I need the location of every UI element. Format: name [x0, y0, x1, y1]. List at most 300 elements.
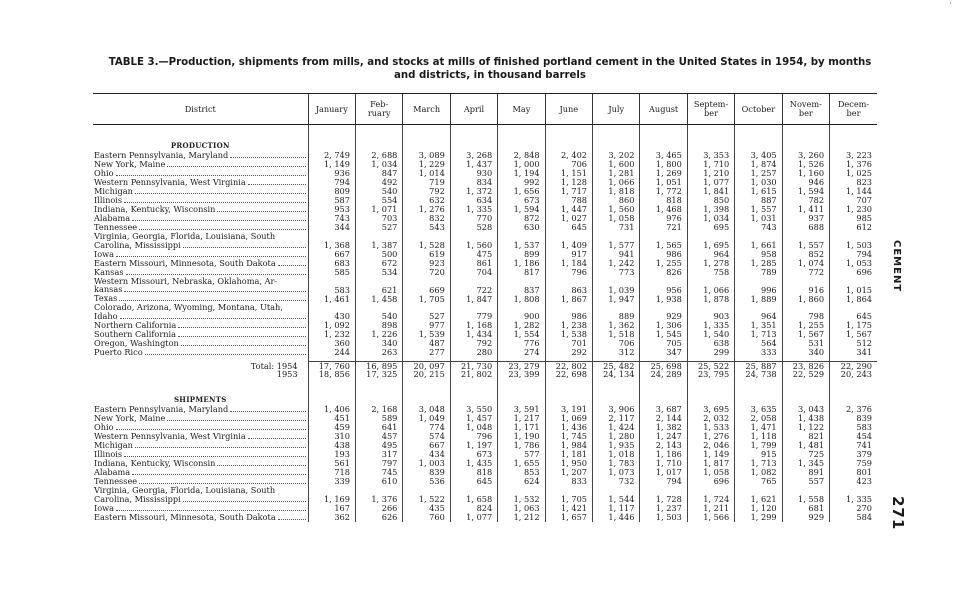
- caption-line-2: and districts, in thousand barrels: [394, 70, 586, 81]
- district-name: [93, 196, 308, 205]
- value-cell: 1, 447: [545, 205, 592, 214]
- value-cell: 379: [830, 450, 877, 459]
- value-cell: 1, 281: [593, 169, 640, 178]
- value-cell: 263: [355, 348, 402, 357]
- value-cell: 626: [355, 513, 402, 522]
- table-row: [93, 321, 877, 330]
- value-cell: 1, 039: [593, 285, 640, 294]
- district-name: [93, 250, 308, 259]
- value-cell: 1, 533: [687, 423, 734, 432]
- value-cell: 1, 285: [735, 259, 782, 268]
- table-row: [93, 312, 877, 321]
- district-label: Alabama: [94, 467, 131, 477]
- district-name: [93, 348, 308, 357]
- value-cell: 457: [355, 432, 402, 441]
- corner-mark: ': [950, 2, 952, 9]
- month-header: July: [593, 94, 640, 125]
- district-name: [93, 214, 308, 223]
- value-cell: [403, 486, 450, 495]
- value-cell: 1, 532: [498, 495, 545, 504]
- month-header: June: [545, 94, 592, 125]
- value-cell: 492: [355, 178, 402, 187]
- value-cell: 340: [355, 339, 402, 348]
- dot-leader: [120, 318, 306, 319]
- value-cell: 512: [830, 339, 877, 348]
- district-name: [93, 160, 308, 169]
- value-cell: 1, 194: [498, 169, 545, 178]
- dot-leader: [124, 456, 305, 457]
- value-cell: 930: [450, 169, 497, 178]
- value-cell: 1, 018: [593, 450, 640, 459]
- value-cell: 937: [782, 214, 829, 223]
- empty-cell: [545, 125, 592, 152]
- value-cell: 1, 717: [545, 187, 592, 196]
- table-row: [93, 250, 877, 259]
- district-name: [93, 432, 308, 441]
- value-cell: 732: [593, 477, 640, 486]
- table-row: [93, 486, 877, 495]
- table-row: [93, 214, 877, 223]
- value-cell: 1, 661: [735, 241, 782, 250]
- value-cell: 821: [782, 432, 829, 441]
- dot-leader: [248, 438, 306, 439]
- value-cell: 1, 705: [545, 495, 592, 504]
- dot-leader: [139, 483, 305, 484]
- value-cell: 1, 171: [498, 423, 545, 432]
- value-cell: 1, 149: [687, 450, 734, 459]
- value-cell: [308, 232, 355, 241]
- value-cell: 1, 118: [735, 432, 782, 441]
- value-cell: 929: [640, 312, 687, 321]
- total-value-cell: 21, 802: [450, 370, 497, 379]
- value-cell: 797: [355, 459, 402, 468]
- table-header: [93, 94, 877, 125]
- empty-cell: [782, 379, 829, 405]
- total-value-cell: 23, 399: [498, 370, 545, 379]
- district-label: Tennessee: [94, 223, 138, 232]
- value-cell: 722: [450, 285, 497, 294]
- value-cell: 941: [593, 250, 640, 259]
- value-cell: 956: [640, 285, 687, 294]
- district-name: [93, 178, 308, 187]
- district-name: [93, 312, 308, 321]
- value-cell: 574: [403, 432, 450, 441]
- value-cell: 1, 600: [593, 160, 640, 169]
- value-cell: 459: [308, 423, 355, 432]
- value-cell: 1, 168: [450, 321, 497, 330]
- total-label: 1953: [276, 370, 298, 379]
- value-cell: 1, 847: [450, 294, 497, 303]
- value-cell: 3, 043: [782, 405, 829, 414]
- district-label: Iowa: [94, 503, 115, 513]
- value-cell: 1, 544: [593, 495, 640, 504]
- district-label: Colorado, Arizona, Wyoming, Montana, Utah,: [94, 303, 283, 312]
- value-cell: 277: [403, 348, 450, 357]
- value-cell: 1, 049: [403, 414, 450, 423]
- month-header: October: [735, 94, 782, 125]
- value-cell: 543: [403, 223, 450, 232]
- dot-leader: [167, 420, 305, 421]
- value-cell: 741: [830, 441, 877, 450]
- value-cell: 435: [403, 504, 450, 513]
- value-cell: 1, 537: [498, 241, 545, 250]
- value-cell: 1, 368: [308, 241, 355, 250]
- value-cell: 696: [687, 477, 734, 486]
- value-cell: 1, 710: [687, 160, 734, 169]
- value-cell: 1, 190: [498, 432, 545, 441]
- value-cell: 612: [830, 223, 877, 232]
- empty-cell: [830, 125, 877, 152]
- value-cell: 2, 402: [545, 151, 592, 160]
- value-cell: 788: [545, 196, 592, 205]
- value-cell: 310: [308, 432, 355, 441]
- value-cell: 759: [830, 459, 877, 468]
- value-cell: [593, 486, 640, 495]
- value-cell: [545, 232, 592, 241]
- value-cell: 1, 117: [593, 504, 640, 513]
- value-cell: 1, 034: [355, 160, 402, 169]
- value-cell: 3, 191: [545, 405, 592, 414]
- total-value-cell: 17, 325: [355, 370, 402, 379]
- value-cell: 1, 615: [735, 187, 782, 196]
- value-cell: 1, 335: [450, 205, 497, 214]
- value-cell: 1, 074: [782, 259, 829, 268]
- value-cell: 423: [830, 477, 877, 486]
- value-cell: 669: [403, 285, 450, 294]
- value-cell: 898: [355, 321, 402, 330]
- total-value-cell: 23, 279: [498, 361, 545, 370]
- value-cell: 645: [830, 312, 877, 321]
- district-label: Puerto Rico: [94, 347, 143, 357]
- value-cell: 1, 027: [545, 214, 592, 223]
- value-cell: 339: [308, 477, 355, 486]
- value-cell: 2, 749: [308, 151, 355, 160]
- value-cell: 1, 230: [830, 205, 877, 214]
- value-cell: [593, 303, 640, 312]
- value-cell: 1, 518: [593, 330, 640, 339]
- value-cell: [735, 303, 782, 312]
- value-cell: 792: [403, 187, 450, 196]
- dot-leader: [119, 300, 305, 301]
- value-cell: 1, 351: [735, 321, 782, 330]
- district-label: Kansas: [94, 267, 124, 277]
- value-cell: 3, 695: [687, 405, 734, 414]
- value-cell: [545, 486, 592, 495]
- value-cell: 1, 950: [545, 459, 592, 468]
- table-row: [93, 495, 877, 504]
- value-cell: 451: [308, 414, 355, 423]
- value-cell: 1, 398: [687, 205, 734, 214]
- value-cell: 1, 226: [355, 330, 402, 339]
- value-cell: 798: [782, 312, 829, 321]
- value-cell: [830, 232, 877, 241]
- value-cell: 1, 257: [735, 169, 782, 178]
- value-cell: 818: [640, 196, 687, 205]
- total-value-cell: 22, 802: [545, 361, 592, 370]
- value-cell: 1, 276: [403, 205, 450, 214]
- empty-cell: [308, 125, 355, 152]
- district-label: Western Missouri, Nebraska, Oklahoma, Ar-: [94, 276, 278, 286]
- value-cell: 1, 077: [450, 513, 497, 522]
- value-cell: 1, 800: [640, 160, 687, 169]
- empty-cell: [403, 379, 450, 405]
- value-cell: [450, 486, 497, 495]
- total-value-cell: 22, 698: [545, 370, 592, 379]
- value-cell: 270: [830, 504, 877, 513]
- value-cell: 2, 168: [355, 405, 402, 414]
- value-cell: 765: [735, 477, 782, 486]
- district-name: [93, 259, 308, 268]
- value-cell: 834: [450, 178, 497, 187]
- total-value-cell: 20, 097: [403, 361, 450, 370]
- value-cell: 1, 786: [498, 441, 545, 450]
- empty-cell: [545, 379, 592, 405]
- dot-leader: [135, 193, 306, 194]
- month-header: Feb- ruary: [355, 94, 402, 125]
- value-cell: 705: [640, 339, 687, 348]
- value-cell: 889: [593, 312, 640, 321]
- value-cell: 2, 117: [593, 414, 640, 423]
- table-row: [93, 277, 877, 286]
- district-name: [93, 330, 308, 339]
- value-cell: 986: [640, 250, 687, 259]
- value-cell: 1, 503: [830, 241, 877, 250]
- value-cell: 333: [735, 348, 782, 357]
- dot-leader: [217, 211, 305, 212]
- value-cell: 794: [640, 477, 687, 486]
- district-name: [93, 468, 308, 477]
- value-cell: 1, 558: [782, 495, 829, 504]
- value-cell: [593, 277, 640, 286]
- value-cell: [640, 486, 687, 495]
- value-cell: 1, 411: [782, 205, 829, 214]
- value-cell: 3, 202: [593, 151, 640, 160]
- value-cell: 745: [355, 468, 402, 477]
- value-cell: [308, 303, 355, 312]
- table-row: [93, 339, 877, 348]
- dot-leader: [145, 354, 306, 355]
- value-cell: 673: [450, 450, 497, 459]
- value-cell: 731: [593, 223, 640, 232]
- value-cell: 1, 017: [640, 468, 687, 477]
- value-cell: 779: [450, 312, 497, 321]
- value-cell: 916: [782, 285, 829, 294]
- district-name: [93, 241, 308, 250]
- value-cell: 280: [450, 348, 497, 357]
- value-cell: 743: [308, 214, 355, 223]
- dot-leader: [183, 501, 306, 502]
- value-cell: 782: [782, 196, 829, 205]
- value-cell: 534: [355, 268, 402, 277]
- value-cell: 344: [308, 223, 355, 232]
- section-heading-row: [93, 379, 877, 405]
- value-cell: 1, 935: [593, 441, 640, 450]
- value-cell: 824: [450, 504, 497, 513]
- value-cell: 584: [830, 513, 877, 522]
- value-cell: 1, 278: [687, 259, 734, 268]
- value-cell: 1, 269: [640, 169, 687, 178]
- dot-leader: [278, 519, 306, 520]
- value-cell: [355, 232, 402, 241]
- value-cell: 1, 864: [830, 294, 877, 303]
- value-cell: 673: [498, 196, 545, 205]
- table-row: [93, 513, 877, 522]
- value-cell: 1, 034: [687, 214, 734, 223]
- value-cell: 683: [308, 259, 355, 268]
- value-cell: 1, 053: [830, 259, 877, 268]
- value-cell: 832: [403, 214, 450, 223]
- value-cell: 577: [498, 450, 545, 459]
- value-cell: 719: [403, 178, 450, 187]
- value-cell: 554: [355, 196, 402, 205]
- district-label: Illinois: [94, 449, 123, 459]
- value-cell: 1, 557: [782, 241, 829, 250]
- district-label: Western Pennsylvania, West Virginia: [94, 431, 246, 441]
- value-cell: 1, 566: [687, 513, 734, 522]
- value-cell: 706: [593, 339, 640, 348]
- value-cell: 1, 435: [450, 459, 497, 468]
- value-cell: 985: [830, 214, 877, 223]
- table-row: [93, 330, 877, 339]
- value-cell: 527: [355, 223, 402, 232]
- total-value-cell: 23, 795: [687, 370, 734, 379]
- value-cell: 1, 818: [593, 187, 640, 196]
- total-value-cell: 25, 887: [735, 361, 782, 370]
- value-cell: 610: [355, 477, 402, 486]
- district-name: [93, 294, 308, 303]
- value-cell: 540: [355, 312, 402, 321]
- value-cell: 1, 073: [593, 468, 640, 477]
- value-cell: 1, 160: [782, 169, 829, 178]
- value-cell: [355, 277, 402, 286]
- total-value-cell: 21, 730: [450, 361, 497, 370]
- value-cell: 1, 437: [450, 160, 497, 169]
- empty-cell: [782, 125, 829, 152]
- value-cell: 645: [450, 477, 497, 486]
- table-row: [93, 259, 877, 268]
- value-cell: 992: [498, 178, 545, 187]
- district-label: Carolina, Mississippi: [94, 494, 181, 504]
- value-cell: 839: [403, 468, 450, 477]
- value-cell: 1, 058: [593, 214, 640, 223]
- total-value-cell: 25, 482: [593, 361, 640, 370]
- value-cell: [735, 486, 782, 495]
- value-cell: 1, 984: [545, 441, 592, 450]
- value-cell: 1, 186: [640, 450, 687, 459]
- value-cell: [687, 232, 734, 241]
- value-cell: 1, 545: [640, 330, 687, 339]
- district-name: [93, 414, 308, 423]
- value-cell: 3, 550: [450, 405, 497, 414]
- value-cell: 2, 376: [830, 405, 877, 414]
- district-name: [93, 504, 308, 513]
- value-cell: [687, 486, 734, 495]
- table-row: [93, 160, 877, 169]
- district-name: [93, 303, 308, 312]
- value-cell: [308, 277, 355, 286]
- district-name: [93, 477, 308, 486]
- value-cell: 341: [830, 348, 877, 357]
- value-cell: 818: [450, 468, 497, 477]
- value-cell: 1, 229: [403, 160, 450, 169]
- value-cell: 1, 724: [687, 495, 734, 504]
- table-row: [93, 232, 877, 241]
- value-cell: 1, 071: [355, 205, 402, 214]
- table-row: [93, 459, 877, 468]
- value-cell: 1, 503: [640, 513, 687, 522]
- value-cell: 641: [355, 423, 402, 432]
- table-row: [93, 468, 877, 477]
- total-value-cell: 23, 826: [782, 361, 829, 370]
- value-cell: 1, 232: [308, 330, 355, 339]
- district-label: Idaho: [94, 311, 118, 321]
- value-cell: 704: [450, 268, 497, 277]
- value-cell: 977: [403, 321, 450, 330]
- value-cell: 1, 242: [593, 259, 640, 268]
- value-cell: 696: [830, 268, 877, 277]
- value-cell: 1, 237: [640, 504, 687, 513]
- dot-leader: [135, 447, 306, 448]
- value-cell: 638: [687, 339, 734, 348]
- total-value-cell: 24, 289: [640, 370, 687, 379]
- value-cell: 438: [308, 441, 355, 450]
- value-cell: 1, 947: [593, 294, 640, 303]
- value-cell: 1, 471: [735, 423, 782, 432]
- value-cell: 826: [640, 268, 687, 277]
- district-label: Michigan: [94, 440, 133, 450]
- table-row: [93, 169, 877, 178]
- value-cell: 721: [640, 223, 687, 232]
- district-label: Tennessee: [94, 476, 138, 486]
- value-cell: [782, 486, 829, 495]
- value-cell: 773: [593, 268, 640, 277]
- table-row: [93, 285, 877, 294]
- value-cell: [782, 232, 829, 241]
- value-cell: 632: [403, 196, 450, 205]
- value-cell: [498, 486, 545, 495]
- district-name: [93, 495, 308, 504]
- value-cell: [830, 303, 877, 312]
- value-cell: 3, 906: [593, 405, 640, 414]
- district-label: Virginia, Georgia, Florida, Louisiana, South: [94, 485, 276, 495]
- value-cell: 587: [308, 196, 355, 205]
- total-value-cell: 22, 529: [782, 370, 829, 379]
- dot-leader: [132, 474, 305, 475]
- value-cell: 1, 210: [687, 169, 734, 178]
- value-cell: 996: [735, 285, 782, 294]
- table-row: [93, 348, 877, 357]
- dot-leader: [230, 157, 305, 158]
- empty-cell: [830, 379, 877, 405]
- table-row: [93, 423, 877, 432]
- value-cell: 1, 436: [545, 423, 592, 432]
- dot-leader: [116, 256, 306, 257]
- value-cell: 1, 299: [735, 513, 782, 522]
- dot-leader: [167, 166, 305, 167]
- value-cell: 1, 656: [498, 187, 545, 196]
- month-header: April: [450, 94, 497, 125]
- empty-cell: [640, 379, 687, 405]
- district-label: Iowa: [94, 249, 115, 259]
- value-cell: 561: [308, 459, 355, 468]
- value-cell: 1, 457: [450, 414, 497, 423]
- total-value-cell: 20, 215: [403, 370, 450, 379]
- district-name: [93, 277, 308, 286]
- dot-leader: [116, 429, 306, 430]
- district-label: Illinois: [94, 196, 123, 205]
- value-cell: 585: [308, 268, 355, 277]
- value-cell: 1, 175: [830, 321, 877, 330]
